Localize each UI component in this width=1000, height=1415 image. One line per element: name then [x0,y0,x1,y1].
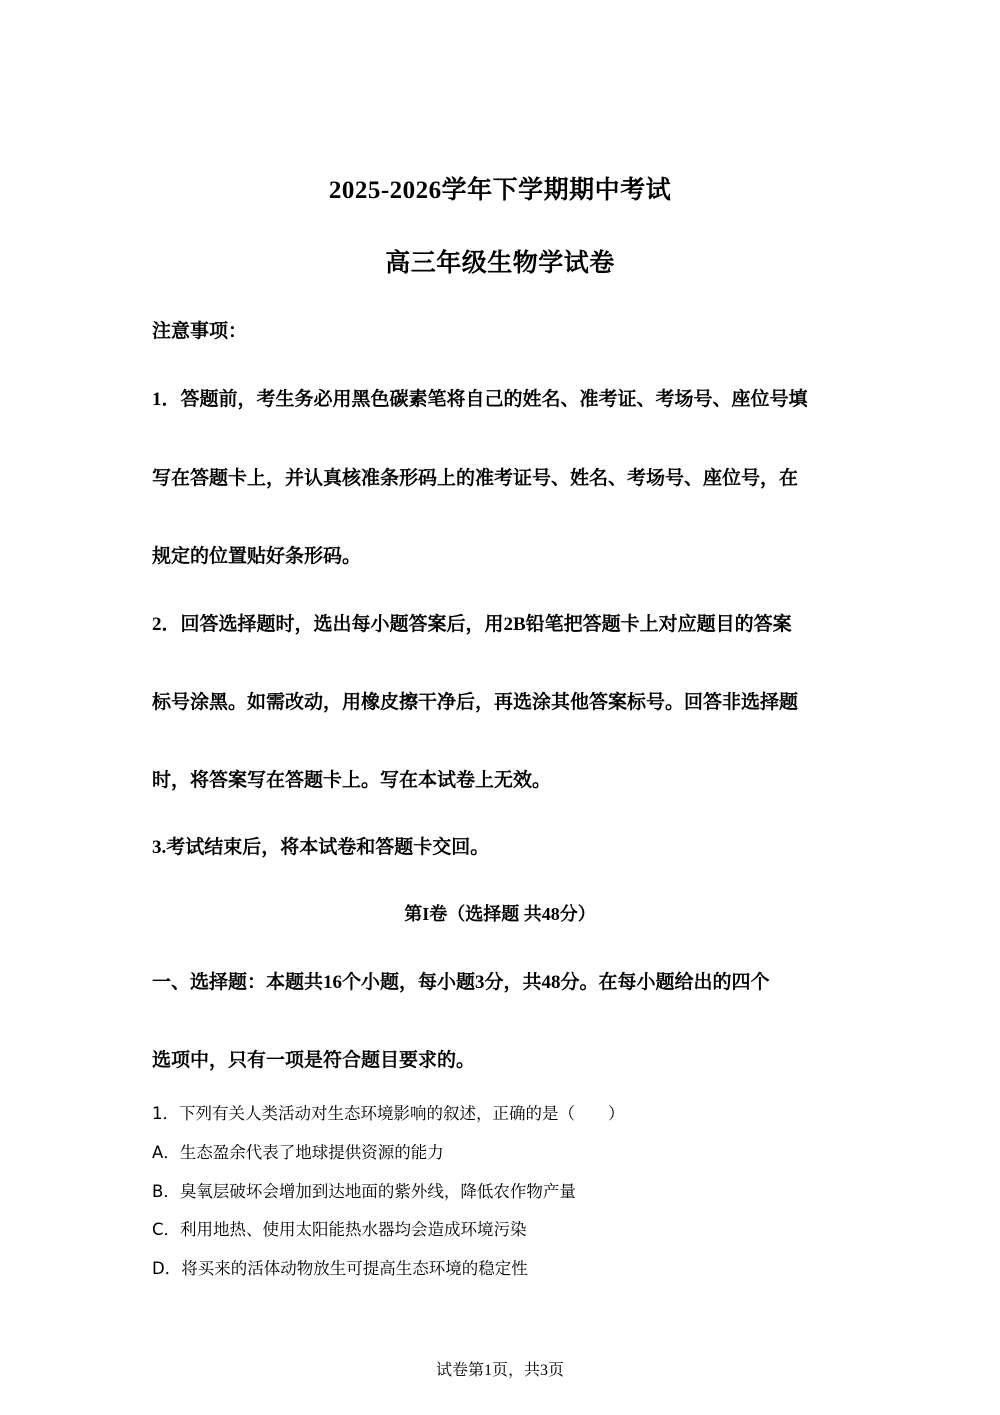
notice-line-6: 时，将答案写在答题卡上。写在本试卷上无效。 [152,770,552,791]
question-1-option-a: A．生态盈余代表了地球提供资源的能力 [152,1143,444,1162]
notice-heading: 注意事项： [152,321,248,342]
exam-subtitle: 高三年级生物学试卷 [385,250,615,277]
page-footer: 试卷第1页，共3页 [435,1362,564,1379]
notice-line-5: 标号涂黑。如需改动，用橡皮擦干净后，再选涂其他答案标号。回答非选择题 [152,692,799,713]
part1-title: 第I卷（选择题 共48分） [404,904,596,924]
part1-instruction-line-2: 选项中，只有一项是符合题目要求的。 [152,1050,476,1071]
notice-line-1: 1．答题前，考生务必用黑色碳素笔将自己的姓名、准考证、考场号、座位号填 [152,389,808,410]
notice-line-7: 3.考试结束后，将本试卷和答题卡交回。 [152,837,490,858]
question-1-stem: 1．下列有关人类活动对生态环境影响的叙述，正确的是（ ） [152,1104,625,1123]
notice-line-3: 规定的位置贴好条形码。 [152,546,362,567]
question-1-option-b: B．臭氧层破坏会增加到达地面的紫外线，降低农作物产量 [152,1182,576,1201]
part1-instruction-line-1: 一、选择题：本题共16个小题，每小题3分，共48分。在每小题给出的四个 [152,972,770,993]
notice-line-4: 2．回答选择题时，选出每小题答案后，用2B铅笔把答题卡上对应题目的答案 [152,614,792,635]
exam-title: 2025-2026学年下学期期中考试 [328,177,672,204]
question-1-option-c: C．利用地热、使用太阳能热水器均会造成环境污染 [152,1220,527,1239]
notice-line-2: 写在答题卡上，并认真核准条形码上的准考证号、姓名、考场号、座位号，在 [152,468,799,489]
question-1-option-d: D．将买来的活体动物放生可提高生态环境的稳定性 [152,1259,528,1278]
